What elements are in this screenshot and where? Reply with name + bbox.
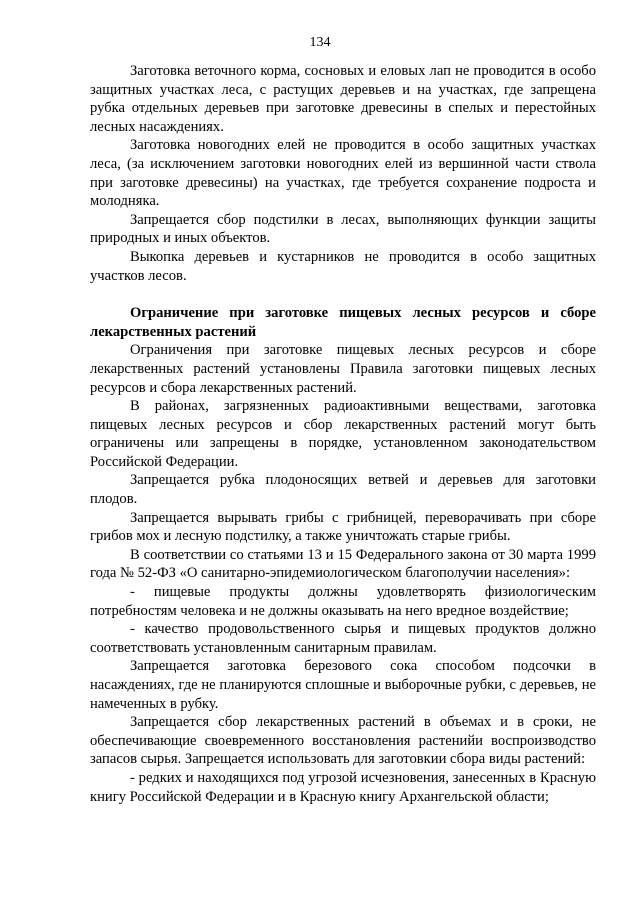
section-heading: Ограничение при заготовке пищевых лесных ресурсов и сборе лекарственных растений <box>90 305 596 340</box>
paragraph: Запрещается сбор подстилки в лесах, выполняющих функции защиты природных и иных объектов. <box>90 211 596 247</box>
list-item: - качество продовольственного сырья и пищевых продуктов должно соответствовать установленным санитарным правилам. <box>90 621 596 656</box>
paragraph: В районах, загрязненных радиоактивными веществами, заготовка пищевых лесных ресурсов и сбор лекарственных растений могут быть ограничены или запрещены в порядке, установленном законодательством Российской Федерации. <box>90 398 596 470</box>
list-item: - редких и находящихся под угрозой исчезновения, занесенных в Красную книгу Российской Федерации и в Красную книгу Архангельской области; <box>90 769 596 805</box>
paragraph: Заготовка веточного корма, сосновых и еловых лап не проводится в особо защитных участках леса, с растущих деревьев и на участках, где запрещена рубка отдельных деревьев при заготовке древесины в спелых и перестойных лесных насаждениях. <box>90 63 596 135</box>
paragraph: Запрещается заготовка березового сока способом подсочки в насаждениях, где не планируются сплошные и выборочные рубки, с деревьев, не намеченных в рубку. <box>90 658 596 712</box>
paragraph: Запрещается сбор лекарственных растений в объемах и в сроки, не обеспечивающие своевременного восстановления растенийи воспроизводство запасов сырья. Запрещается использовать для заготовкии сбора виды растений: <box>90 714 596 768</box>
paragraph: Ограничения при заготовке пищевых лесных ресурсов и сборе лекарственных растений установлены Правила заготовки пищевых лесных ресурсов и сбора лекарственных растений. <box>90 342 596 396</box>
list-item: - пищевые продукты должны удовлетворять физиологическим потребностям человека и не должны оказывать на него вредное воздействие; <box>90 584 596 619</box>
paragraph: Запрещается рубка плодоносящих ветвей и деревьев для заготовки плодов. <box>90 472 596 508</box>
page-number: 134 <box>309 35 331 50</box>
document-body <box>90 62 596 806</box>
paragraph: Заготовка новогодних елей не проводится в особо защитных участках леса, (за исключением заготовки новогодних елей из вершинной части ствола при заготовке древесины) на участках, где требуется сохранение подроста и молодняка. <box>90 137 596 210</box>
paragraph: В соответствии со статьями 13 и 15 Федерального закона от 30 марта 1999 года № 52-ФЗ «О санитарно-эпидемиологическом благополучии населения»: <box>90 546 596 582</box>
paragraph: Запрещается вырывать грибы с грибницей, переворачивать при сборе грибов мох и лесную подстилку, а также уничтожать старые грибы. <box>90 509 596 545</box>
paragraph: Выкопка деревьев и кустарников не проводится в особо защитных участков лесов. <box>90 248 596 284</box>
